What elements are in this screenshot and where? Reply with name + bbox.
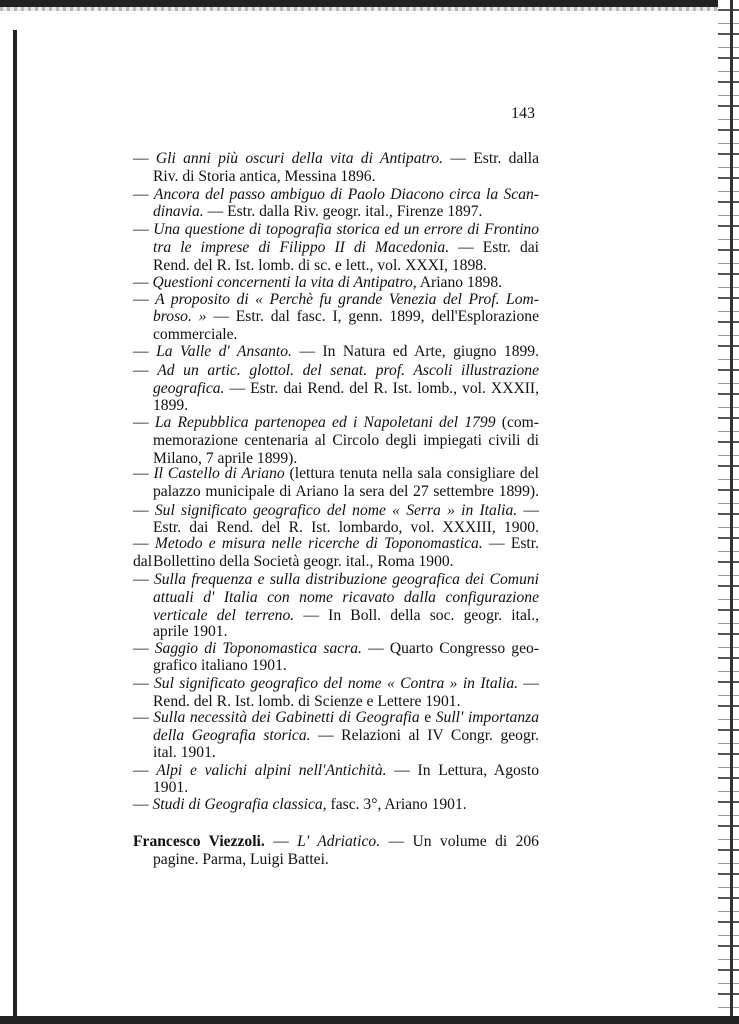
entry-line [133,796,467,814]
title-text: Sull' importanza [435,709,539,726]
title-text: verticale del terreno. [153,607,295,624]
entry-continuation-line [153,239,539,257]
citation-text: — [517,502,540,519]
page-number: 143 [511,105,535,122]
title-text: dinavia. [153,203,204,220]
title-text: Questioni concernenti la vita di Antipatro, [152,274,417,291]
citation-text: 1901. [153,779,189,796]
title-text: Sulla frequenza e sulla distribuzione geografica dei Comuni [153,571,539,588]
citation-text: aprile 1901. [153,623,228,640]
entry-continuation-line [153,380,539,398]
citation-text: e [419,709,436,726]
entry-continuation-line [153,589,539,607]
entry-line [133,414,539,432]
citation-text: — [133,535,155,552]
citation-text: commerciale. [153,326,238,343]
title-text: broso. » [153,308,207,325]
citation-text: — In Natura ed Arte, giugno 1899. [291,343,539,360]
title-text: Ancora del passo ambiguo di Paolo Diacono circa la Scan- [153,186,539,203]
title-text: Il Castello di Ariano [153,465,285,482]
citation-text: Riv. di Storia antica, Messina 1896. [153,168,376,185]
entry-line [133,291,539,309]
citation-text: Estr. dai Rend. del R. Ist. lombardo, vol. XXXIII, 1900. [153,519,539,536]
citation-text: — Estr. dal fasc. I, genn. 1899, dell'Esplorazione [206,308,539,325]
citation-text: memorazione centenaria al Circolo degli impiegati civili di [153,432,539,449]
entry-line [133,186,539,204]
citation-text: — [133,221,154,238]
title-text: della Geografia storica. [153,727,311,744]
title-text: L' Adriatico. [297,833,381,850]
citation-text: — [133,186,154,203]
citation-text: — [133,414,155,431]
entry-line [133,150,539,168]
citation-text: — Estr. dal [133,535,539,570]
citation-text: Rend. del R. Ist. lomb. di sc. e lett., vol. XXXI, 1898. [153,257,487,274]
citation-text: — Estr. dai [449,239,539,256]
entry-line [133,221,539,239]
citation-text: — [133,291,156,308]
entry-line [133,571,539,589]
entry-continuation-line [153,553,454,571]
title-text: tra le imprese di Filippo II di Macedonia. [153,239,450,256]
title-text: La Valle d' Ansanto. [156,343,292,360]
entry-line [133,502,539,520]
scan-top-border [0,0,739,7]
entry-line [133,762,539,780]
citation-text: Bollettino della Società geogr. ital., Roma 1900. [153,553,454,570]
citation-text: — [133,362,158,379]
entry-line [133,675,539,693]
title-text: Sulla necessità dei Gabinetti di Geografia [153,709,420,726]
citation-text: — [133,502,155,519]
citation-text: — In Lettura, Agosto [386,762,539,779]
entry-continuation-line [153,203,482,221]
entry-continuation-line [153,744,216,762]
citation-text: — Quarto Congresso geo- [361,640,539,657]
entry-line [133,465,539,483]
entry-continuation-line [153,326,237,344]
citation-text: 1899. [153,397,189,414]
citation-text: — [133,762,157,779]
citation-text: — [133,709,154,726]
citation-text: — In Boll. della soc. geogr. ital., [294,607,540,624]
citation-text: — [133,796,153,813]
entry-continuation-line [153,483,539,501]
title-text: Studi di Geografia classica, [152,796,327,813]
citation-text: Milano, 7 aprile 1899). [153,450,298,467]
citation-text: (lettura tenuta nella sala consigliare del [284,465,539,482]
entry-continuation-line [153,257,487,275]
title-text: La Repubblica partenopea ed i Napoletani del 1799 [154,414,496,431]
entry-continuation-line [153,623,227,641]
title-text: Alpi e valichi alpini nell'Antichità. [156,762,387,779]
citation-text: — Estr. dalla Riv. geogr. ital., Firenze 1897. [203,203,483,220]
title-text: Sul significato geografico del nome « Serra » in Italia. [154,502,518,519]
scan-right-line [730,0,733,1024]
entry-continuation-line [153,727,539,745]
citation-text: — Estr. dai Rend. del R. Ist. lomb., vol. XXXII, [224,380,539,397]
citation-text: — Un volume di 206 [380,833,539,850]
citation-text: — [133,465,154,482]
citation-text: — [133,640,155,657]
citation-text: — [133,150,156,167]
citation-text: fasc. 3°, Ariano 1901. [326,796,467,813]
citation-text: — [133,675,154,692]
title-text: geografica. [153,380,225,397]
title-text: Una questione di topografia storica ed un errore di Frontino [153,221,539,238]
citation-text: — [133,274,153,291]
citation-text: — [518,675,539,692]
citation-text: — [133,571,154,588]
citation-text: pagine. Parma, Luigi Battei. [153,851,329,868]
title-text: Gli anni più oscuri della vita di Antipatro. [155,150,444,167]
title-text: Ad un artic. glottol. del senat. prof. Ascoli illustrazione [157,362,539,379]
entry-continuation-line [153,168,375,186]
entry-line [133,833,539,851]
scan-bottom-border [0,1016,739,1024]
citation-text: — [133,343,157,360]
title-text: attuali d' Italia con nome ricavato dalla configurazione [153,589,539,606]
citation-text: ital. 1901. [153,744,216,761]
entry-line [133,362,539,380]
citation-text: (com- [495,414,539,431]
entry-continuation-line [153,657,287,675]
entry-line [133,343,539,361]
entry-continuation-line [153,397,188,415]
citation-text: Ariano 1898. [416,274,503,291]
citation-text: — [264,833,298,850]
scan-top-noise [0,7,739,11]
title-text: Metodo e misura nelle ricerche di Toponomastica. [154,535,483,552]
entry-continuation-line [153,779,188,797]
entry-continuation-line [153,432,539,450]
citation-text: — Estr. dalla [443,150,539,167]
citation-text: — Relazioni al IV Congr. geogr. [310,727,540,744]
citation-text: palazzo municipale di Ariano la sera del 27 settembre 1899). [153,483,539,500]
citation-text: grafico italiano 1901. [153,657,287,674]
title-text: Sul significato geografico del nome « Contra » in Italia. [153,675,519,692]
title-text: A proposito di « Perchè fu grande Venezia del Prof. Lom- [155,291,539,308]
author-name: Francesco Viezzoli. [133,833,265,850]
entry-line [133,274,502,292]
title-text: Saggio di Toponomastica sacra. [154,640,362,657]
entry-line [133,640,539,658]
scan-right-edge [718,0,739,1024]
entry-continuation-line [153,308,539,326]
citation-text: Rend. del R. Ist. lomb. di Scienze e Lettere 1901. [153,693,461,710]
entry-line [133,709,539,727]
scan-left-edge [13,30,17,1020]
entry-continuation-line [153,851,329,869]
